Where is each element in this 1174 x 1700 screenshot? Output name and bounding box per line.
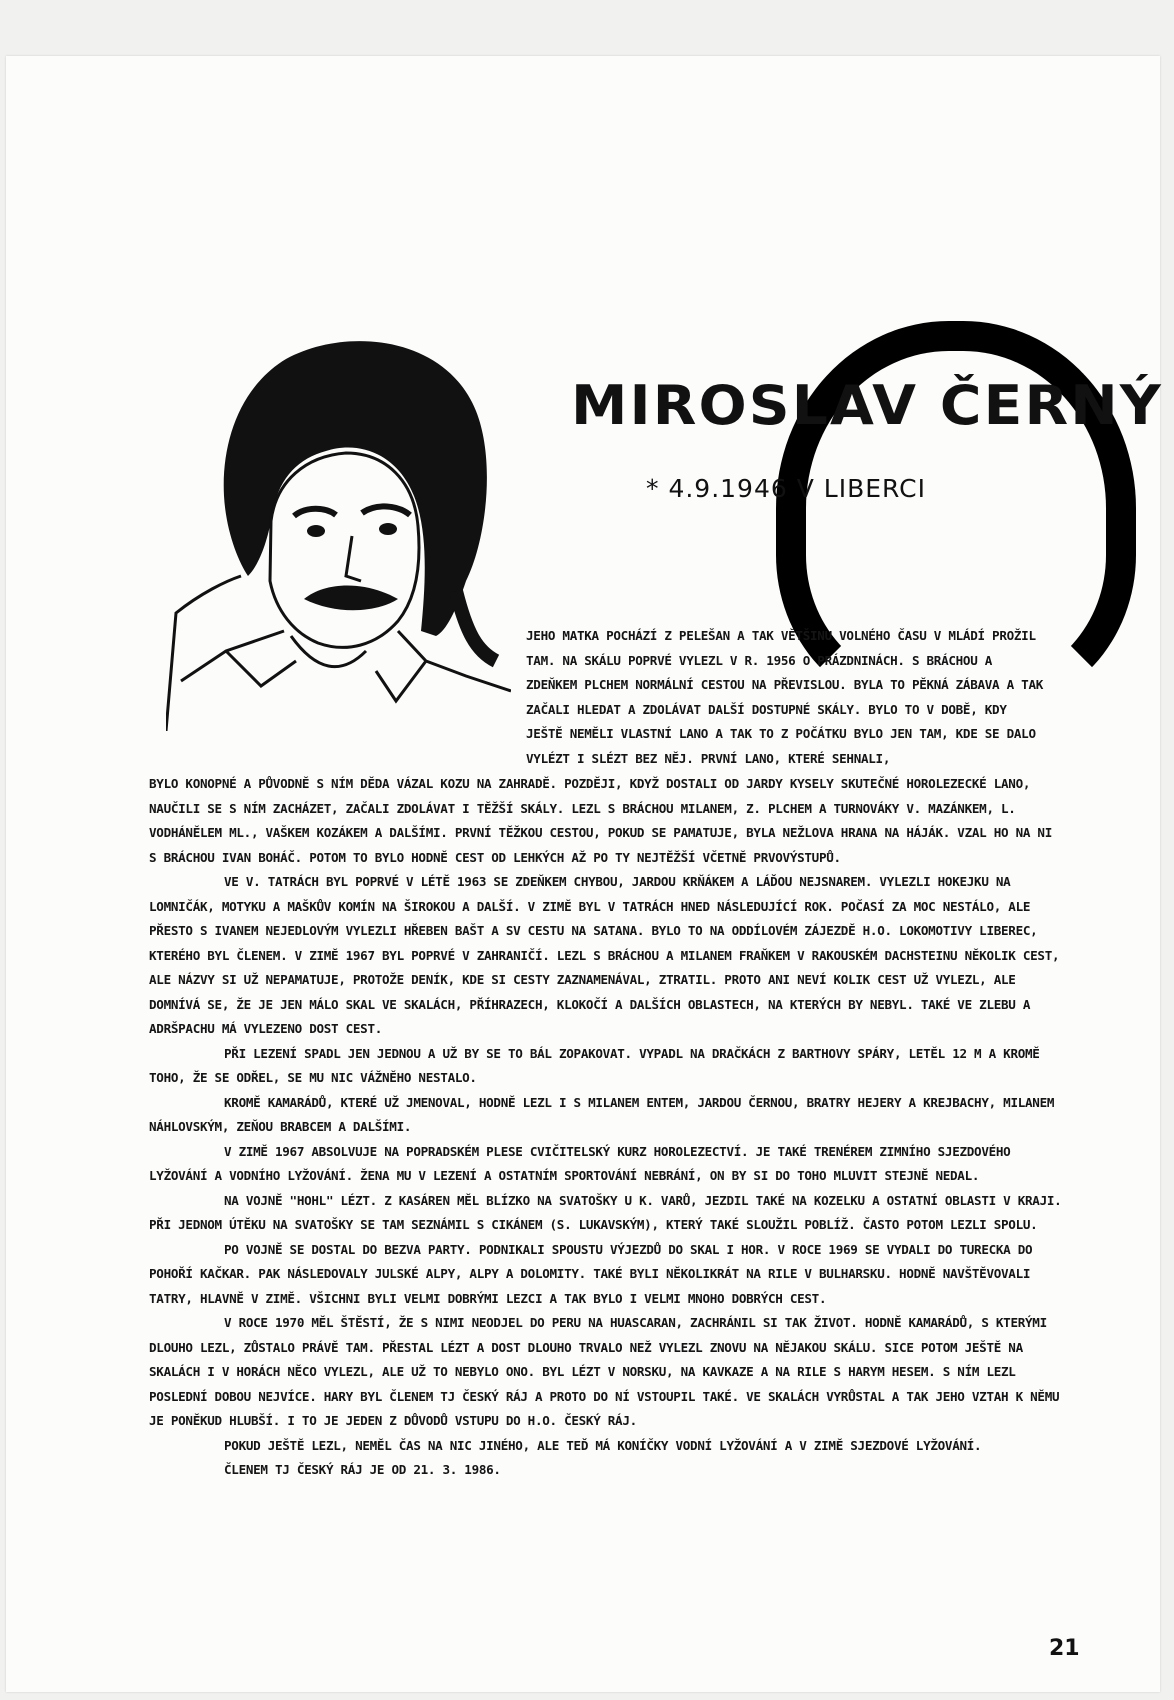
paragraph: PO VOJNĚ SE DOSTAL DO BEZVA PARTY. PODNIKALI SPOUSTU VÝJEZDŮ DO SKAL I HOR. V ROCE 1969 SE VYDALI DO TURECKA DO POHOŘÍ KAČKAR. PAK NÁSLEDOVALY JULSKÉ ALPY, ALPY A DOLOMITY. TAKÉ BYLI NĚKOLIKRÁT NA RILE V BULHARSKU. HODNĚ NAVŠTĚVOVALI TATRY, HLAVNĚ V ZIMĚ. VŠICHNI BYLI VELMI DOBRÝMI LEZCI A TAK BYLO I VELMI MNOHO DOBRÝCH CEST.: [149, 1241, 1033, 1306]
portrait-illustration: [166, 331, 511, 731]
paragraph: BYLO KONOPNÉ A PŮVODNĚ S NÍM DĚDA VÁZAL KOZU NA ZAHRADĚ. POZDĚJI, KDYŽ DOSTALI OD JARDY KYSELY SKUTEČNÉ HOROLEZECKÉ LANO, NAUČILI SE S NÍM ZACHÁZET, ZAČALI ZDOLÁVAT I TĚŽŠÍ SKÁLY. LEZL S BRÁCHOU MILANEM, Z. PLCHEM A TURNOVÁKY V. MAZÁNKEM, L. VODHÁNĚLEM ML., VAŠKEM KOZÁKEM A DALŠÍMI. PRVNÍ TĚŽKOU CESTOU, POKUD SE PAMATUJE, BYLA NEŽLOVA HRANA NA HÁJÁK. VZAL HO NA NI S BRÁCHOU IVAN BOHÁČ. POTOM TO BYLO HODNĚ CEST OD LEHKÝCH AŽ PO TY NEJTĚŽŠÍ VČETNĚ PRVOVÝSTUPŮ.: [149, 776, 1052, 865]
paragraph: NA VOJNĚ "HOHL" LÉZT. Z KASÁREN MĚL BLÍZKO NA SVATOŠKY U K. VARŮ, JEZDIL TAKÉ NA KOZELKU A OSTATNÍ OBLASTI V KRAJI. PŘI JEDNOM ÚTĚKU NA SVATOŠKY SE TAM SEZNÁMIL S CIKÁNEM (S. LUKAVSKÝM), KTERÝ TAKÉ SLOUŽIL POBLÍŽ. ČASTO POTOM LEZLI SPOLU.: [149, 1192, 1062, 1232]
paragraph: VE V. TATRÁCH BYL POPRVÉ V LÉTĚ 1963 SE ZDEŇKEM CHYBOU, JARDOU KRŇÁKEM A LÁĎOU NEJSNAREM. VYLEZLI HOKEJKU NA LOMNIČÁK, MOTYKU A MAŠKŮV KOMÍN NA ŠIROKOU A DALŠÍ. V ZIMĚ BYL V TATRÁCH HNED NÁSLEDUJÍCÍ ROK. POČASÍ ZA MOC NESTÁLO, ALE PŘESTO S IVANEM NEJEDLOVÝM VYLEZLI HŘEBEN BAŠT A SV CESTU NA SATANA. BYLO TO NA ODDÍLOVÉM ZÁJEZDĚ H.O. LOKOMOTIVY LIBEREC, KTERÉHO BYL ČLENEM. V ZIMĚ 1967 BYL POPRVÉ V ZAHRANIČÍ. LEZL S BRÁCHOU A MILANEM FRAŇKEM V RAKOUSKÉM DACHSTEINU NĚKOLIK CEST, ALE NÁZVY SI UŽ NEPAMATUJE, PROTOŽE DENÍK, KDE SI CESTY ZAZNAMENÁVAL, ZTRATIL. PROTO ANI NEVÍ KOLIK CEST UŽ VYLEZL, ALE DOMNÍVÁ SE, ŽE JE JEN MÁLO SKAL VE SKALÁCH, PŘÍHRAZECH, KLOKOČÍ A DALŠÍCH OBLASTECH, NA KTERÝCH BY NEBYL. TAKÉ VE ZLEBU A ADRŠPACHU MÁ VYLEZENO DOST CEST.: [149, 874, 1060, 1036]
biography-body: [149, 772, 1064, 1483]
paragraph: POKUD JEŠTĚ LEZL, NEMĚL ČAS NA NIC JINÉHO, ALE TEĎ MÁ KONÍČKY VODNÍ LYŽOVÁNÍ A V ZIMĚ SJEZDOVÉ LYŽOVÁNÍ.: [224, 1437, 982, 1453]
page-title: MIROSLAV ČERNÝ: [571, 374, 1163, 437]
paragraph: PŘI LEZENÍ SPADL JEN JEDNOU A UŽ BY SE TO BÁL ZOPAKOVAT. VYPADL NA DRAČKÁCH Z BARTHOVY SPÁRY, LETĚL 12 M A KROMĚ TOHO, ŽE SE ODŘEL, SE MU NIC VÁŽNĚHO NESTALO.: [149, 1045, 1040, 1085]
intro-paragraph: [526, 624, 1046, 771]
page: [6, 56, 1163, 1692]
paragraph: KROMĚ KAMARÁDŮ, KTERÉ UŽ JMENOVAL, HODNĚ LEZL I S MILANEM ENTEM, JARDOU ČERNOU, BRATRY HEJERY A KREJBACHY, MILANEM NÁHLOVSKÝM, ZEŇOU BRABCEM A DALŠÍMI.: [149, 1094, 1055, 1134]
paragraph: V ROCE 1970 MĚL ŠTĚSTÍ, ŽE S NIMI NEODJEL DO PERU NA HUASCARAN, ZACHRÁNIL SI TAK ŽIVOT. HODNĚ KAMARÁDŮ, S KTERÝMI DLOUHO LEZL, ZŮSTALO PRÁVĚ TAM. PŘESTAL LÉZT A DOST DLOUHO TRVALO NEŽ VYLEZL ZNOVU NA NĚJAKOU SKÁLU. SICE POTOM JEŠTĚ NA SKALÁCH I V HORÁCH NĚCO VYLEZL, ALE UŽ TO NEBYLO ONO. BYL LÉZT V NORSKU, NA KAVKAZE A NA RILE S HARYM HESEM. S NÍM LEZL POSLEDNÍ DOBOU NEJVÍCE. HARY BYL ČLENEM TJ ČESKÝ RÁJ A PROTO DO NÍ VSTOUPIL TAKÉ. VE SKALÁCH VYRŮSTAL A TAK JEHO VZTAH K NĚMU JE PONĚKUD HLUBŠÍ. I TO JE JEDEN Z DŮVODŮ VSTUPU DO H.O. ČESKÝ RÁJ.: [149, 1315, 1060, 1428]
page-number: 21: [1049, 1636, 1080, 1661]
paragraph: V ZIMĚ 1967 ABSOLVUJE NA POPRADSKÉM PLESE CVIČITELSKÝ KURZ HOROLEZECTVÍ. JE TAKÉ TRENÉREM ZIMNÍHO SJEZDOVÉHO LYŽOVÁNÍ A VODNÍHO LYŽOVÁNÍ. ŽENA MU V LEZENÍ A OSTATNÍM SPORTOVÁNÍ NEBRÁNÍ, ON BY SI DO TOHO MLUVIT STEJNĚ NEDAL.: [149, 1143, 1011, 1183]
intro-text: JEHO MATKA POCHÁZÍ Z PELEŠAN A TAK VĚTŠINU VOLNÉHO ČASU V MLÁDÍ PROŽIL TAM. NA SKÁLU POPRVÉ VYLEZL V R. 1956 O PRÁZDNINÁCH. S BRÁCHOU A ZDEŇKEM PLCHEM NORMÁLNÍ CESTOU NA PŘEVISLOU. BYLA TO PĚKNÁ ZÁBAVA A TAK ZAČALI HLEDAT A ZDOLÁVAT DALŠÍ DOSTUPNÉ SKÁLY. BYLO TO V DOBĚ, KDY JEŠTĚ NEMĚLI VLASTNÍ LANO A TAK TO Z POČÁTKU BYLO JEN TAM, KDE SE DALO VYLÉZT I SLÉZT BEZ NĚJ. PRVNÍ LANO, KTERÉ SEHNALI,: [526, 628, 1044, 766]
paragraph: ČLENEM TJ ČESKÝ RÁJ JE OD 21. 3. 1986.: [224, 1462, 501, 1477]
birth-line: * 4.9.1946 V LIBERCI: [646, 474, 926, 503]
